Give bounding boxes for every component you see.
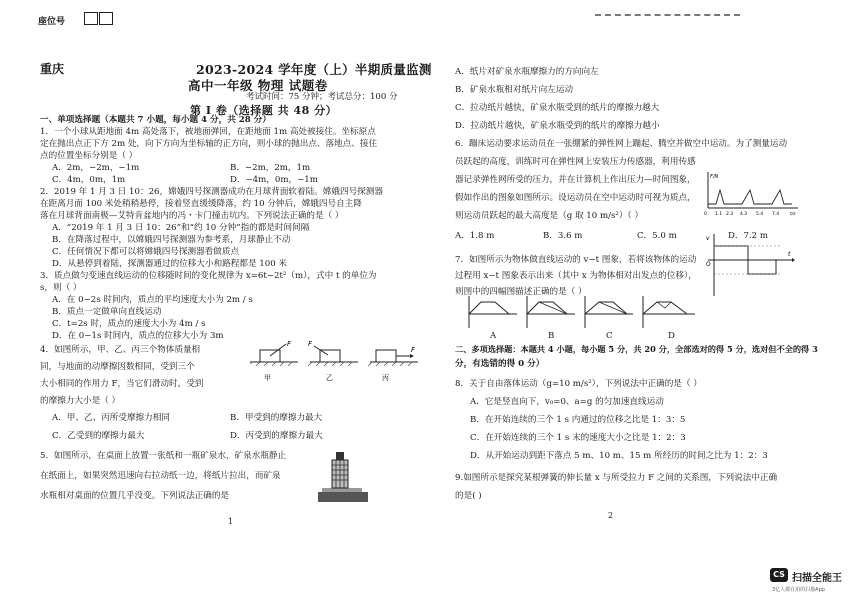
tick-label: 2.3 xyxy=(726,212,734,217)
question-text: 同，与地面的动摩擦因数相同，受到三个 xyxy=(40,362,195,372)
section-heading: 分，有选错的得 0 分） xyxy=(455,359,545,369)
question-text: 水瓶相对桌面的位置几乎没变。下列说法正确的是 xyxy=(40,491,230,501)
answer-option: C．5.0 m xyxy=(637,231,677,241)
answer-option: D．在 0−1s 时间内，质点的位移大小为 3m xyxy=(52,331,224,341)
answer-option: B．3.6 m xyxy=(543,231,583,241)
question-text: 5．如图所示，在桌面上放置一张纸和一瓶矿泉水，矿泉水瓶静止 xyxy=(40,451,287,461)
question-text: 9.如图所示是探究某根弹簧的伸长量 x 与所受拉力 F 之间的关系图，下列说法中正确 xyxy=(455,473,778,483)
axis-label: O xyxy=(706,261,711,268)
question-text: 的是( ) xyxy=(455,491,482,501)
option-label: A xyxy=(490,331,497,341)
tick-label: 0 xyxy=(704,212,707,217)
school-name: 重庆 xyxy=(40,62,65,76)
question-text: 1．一个小球从距地面 4m 高处落下，被地面弹回，在距地面 1m 高处被接住。坐标原点 xyxy=(40,127,376,137)
answer-option: A．甲、乙、丙所受摩擦力相同 xyxy=(52,413,170,423)
top-divider xyxy=(595,14,740,16)
camscanner-logo-icon: CS xyxy=(770,568,788,582)
svg-text:F: F xyxy=(287,340,292,348)
answer-option: C．任何情况下都可以将嫦娥四号探测器看做质点 xyxy=(52,247,240,257)
seat-number-box xyxy=(84,12,98,25)
answer-option: A．1.8 m xyxy=(455,231,495,241)
exam-title: 2023-2024 学年度（上）半期质量监测 xyxy=(196,62,432,77)
option-graph-d xyxy=(643,296,695,328)
graph-ylabel: F/N xyxy=(710,174,719,180)
tick-label: 4.3 xyxy=(740,212,748,217)
answer-option: C．4m，0m，1m xyxy=(52,175,126,185)
tick-label: 7.4 xyxy=(772,212,780,217)
page-number-1: 1 xyxy=(228,517,234,526)
svg-text:F: F xyxy=(308,340,313,348)
option-label: C xyxy=(606,331,613,341)
question-text: 员跃起的高度，训练时可在弹性网上安装压力传感器，利用传感 xyxy=(455,157,696,167)
axis-label: v xyxy=(706,235,710,242)
option-label: D xyxy=(668,331,675,341)
question-text: 8．关于自由落体运动（g=10 m/s²），下列说法中正确的是（ ） xyxy=(455,379,702,389)
question-text: 的摩擦力大小是（ ） xyxy=(40,396,121,406)
axis-label: t xyxy=(788,251,791,258)
seat-number-label: 座位号 xyxy=(38,17,66,27)
answer-option: B．甲受到的摩擦力最大 xyxy=(230,413,323,423)
answer-option: A．纸片对矿泉水瓶摩擦力的方向向左 xyxy=(455,67,599,77)
answer-option: B．质点一定做单向直线运动 xyxy=(52,307,162,317)
answer-option: D．从开始运动到距下落点 5 m、10 m、15 m 所经历的时间之比为 1：2：3 xyxy=(470,451,768,461)
answer-option: D．拉动纸片越快，矿泉水瓶受到的纸片的摩擦力越小 xyxy=(455,121,660,131)
block-yi xyxy=(308,340,358,366)
tick-label: 5.4 xyxy=(756,212,764,217)
answer-option: C．t=2s 时，质点的速度大小为 4m / s xyxy=(52,319,206,329)
option-graph-a xyxy=(469,296,517,328)
block-jia xyxy=(250,340,298,366)
answer-option: B．−2m，2m，1m xyxy=(230,163,311,173)
question-text: 则运动员跃起的最大高度是（g 取 10 m/s²）（ ） xyxy=(455,211,644,221)
q5-bottle-figure xyxy=(318,448,368,504)
label-bing: 丙 xyxy=(382,374,389,382)
option-graph-c xyxy=(585,296,633,328)
watermark-name: 扫描全能王 xyxy=(792,573,842,584)
q4-figure xyxy=(250,340,420,384)
answer-option: B．在开始连续的三个 1 s 内通过的位移之比是 1：3：5 xyxy=(470,415,686,425)
answer-option: A．“2019 年 1 月 3 日 10：26”和“约 10 分钟”指的都是时间间隔 xyxy=(52,223,310,233)
q6-force-time-graph xyxy=(702,168,802,218)
answer-option: B．矿泉水瓶相对纸片向左运动 xyxy=(455,85,574,95)
question-text: 7．如图所示为物体做直线运动的 v−t 图象，若将该物体的运动 xyxy=(455,255,697,265)
answer-option: C．拉动纸片越快，矿泉水瓶受到的纸片的摩擦力越大 xyxy=(455,103,660,113)
answer-option: A．它是竖直向下，v₀=0、a=g 的匀加速直线运动 xyxy=(470,397,664,407)
answer-option: B．在降落过程中，以嫦娥四号探测器为参考系，月球静止不动 xyxy=(52,235,291,245)
question-text: 3．质点做匀变速直线运动的位移随时间的变化规律为 x=6t−2t²（m），式中 t 的单位为 xyxy=(40,271,377,281)
answer-option: D．−4m，0m，−1m xyxy=(230,175,318,185)
label-jia: 甲 xyxy=(264,374,271,382)
page-number-2: 2 xyxy=(608,511,614,520)
question-text: 假如作出的图象如图所示。设运动员在空中运动时可视为质点， xyxy=(455,193,696,203)
q7-vt-graph xyxy=(700,230,796,300)
question-text: 在距离月面 100 米处稍稍悬停，接着竖直缓缓降落，约 10 分钟后，嫦娥四号自主降 xyxy=(40,199,362,209)
seat-number-box xyxy=(99,12,113,25)
question-text: 落在月球背面南极—艾特肯盆地内的冯・卡门撞击坑内。下列说法正确的是（ ） xyxy=(40,211,344,221)
svg-text:F: F xyxy=(411,346,416,354)
option-graph-b xyxy=(527,296,575,328)
answer-option: A．在 0−2s 时间内，质点的平均速度大小为 2m / s xyxy=(52,295,253,305)
answer-option: C．在开始连续的三个 1 s 末的速度大小之比是 1：2：3 xyxy=(470,433,686,443)
section-heading: 二、多项选择题：本题共 4 小题，每小题 5 分，共 20 分，全部选对的得 5 分，选对但不全的得 3 xyxy=(455,344,818,354)
question-text: 4．如图所示，甲、乙、丙三个物体质量相 xyxy=(40,345,201,355)
tick-label: t/s xyxy=(790,212,796,217)
question-text: 在纸面上，如果突然迅速向右拉动纸一边，将纸片拉出，而矿泉 xyxy=(40,471,281,481)
exam-subtitle: 高中一年级 物理 试题卷 xyxy=(188,78,328,93)
exam-info: 考试时间：75 分钟；考试总分：100 分 xyxy=(246,92,398,102)
question-text: 点的位置坐标分别是（ ） xyxy=(40,151,138,161)
question-text: 2．2019 年 1 月 3 日 10：26，嫦娥四号探测器成功在月球背面软着陆。嫦娥四号探测器 xyxy=(40,187,383,197)
block-bing xyxy=(368,346,418,366)
label-yi: 乙 xyxy=(326,374,333,382)
tick-label: 1.1 xyxy=(715,212,723,217)
answer-option: C．乙受到的摩擦力最大 xyxy=(52,431,145,441)
question-text: 6．蹦床运动要求运动员在一张绷紧的弹性网上蹦起、腾空并做空中运动。为了测量运动 xyxy=(455,139,788,149)
question-text: 大小相同的作用力 F，当它们滑动时，受到 xyxy=(40,379,204,389)
question-text: 过程用 x−t 图象表示出来（其中 x 为物体相对出发点的位移）， xyxy=(455,271,697,281)
question-text: 则图中的四幅图描述正确的是（ ） xyxy=(455,287,587,297)
question-text: s，则（ ） xyxy=(40,283,82,293)
answer-option: D．从悬停到着陆，探测器通过的位移大小和路程都是 100 米 xyxy=(52,259,288,269)
question-text: 定在抛出点正下方 2m 处，向下方向为坐标轴的正方向，则小球的抛出点、落地点、接住 xyxy=(40,139,378,149)
volume-heading: 第 I 卷（选择题 共 48 分） xyxy=(190,104,338,117)
answer-option: D．7.2 m xyxy=(728,231,769,241)
question-text: 器记录弹性网所受的压力，并在计算机上作出压力—时间图象， xyxy=(455,175,696,185)
q7-option-graphs xyxy=(465,292,705,332)
answer-option: D．丙受到的摩擦力最大 xyxy=(230,431,323,441)
watermark-subtitle: 3亿人都在用的扫描App xyxy=(772,587,825,593)
section-heading: 一、单项选择题（本题共 7 小题，每小题 4 分，共 28 分） xyxy=(40,115,271,125)
answer-option: A．2m，−2m，−1m xyxy=(52,163,140,173)
option-label: B xyxy=(548,331,555,341)
